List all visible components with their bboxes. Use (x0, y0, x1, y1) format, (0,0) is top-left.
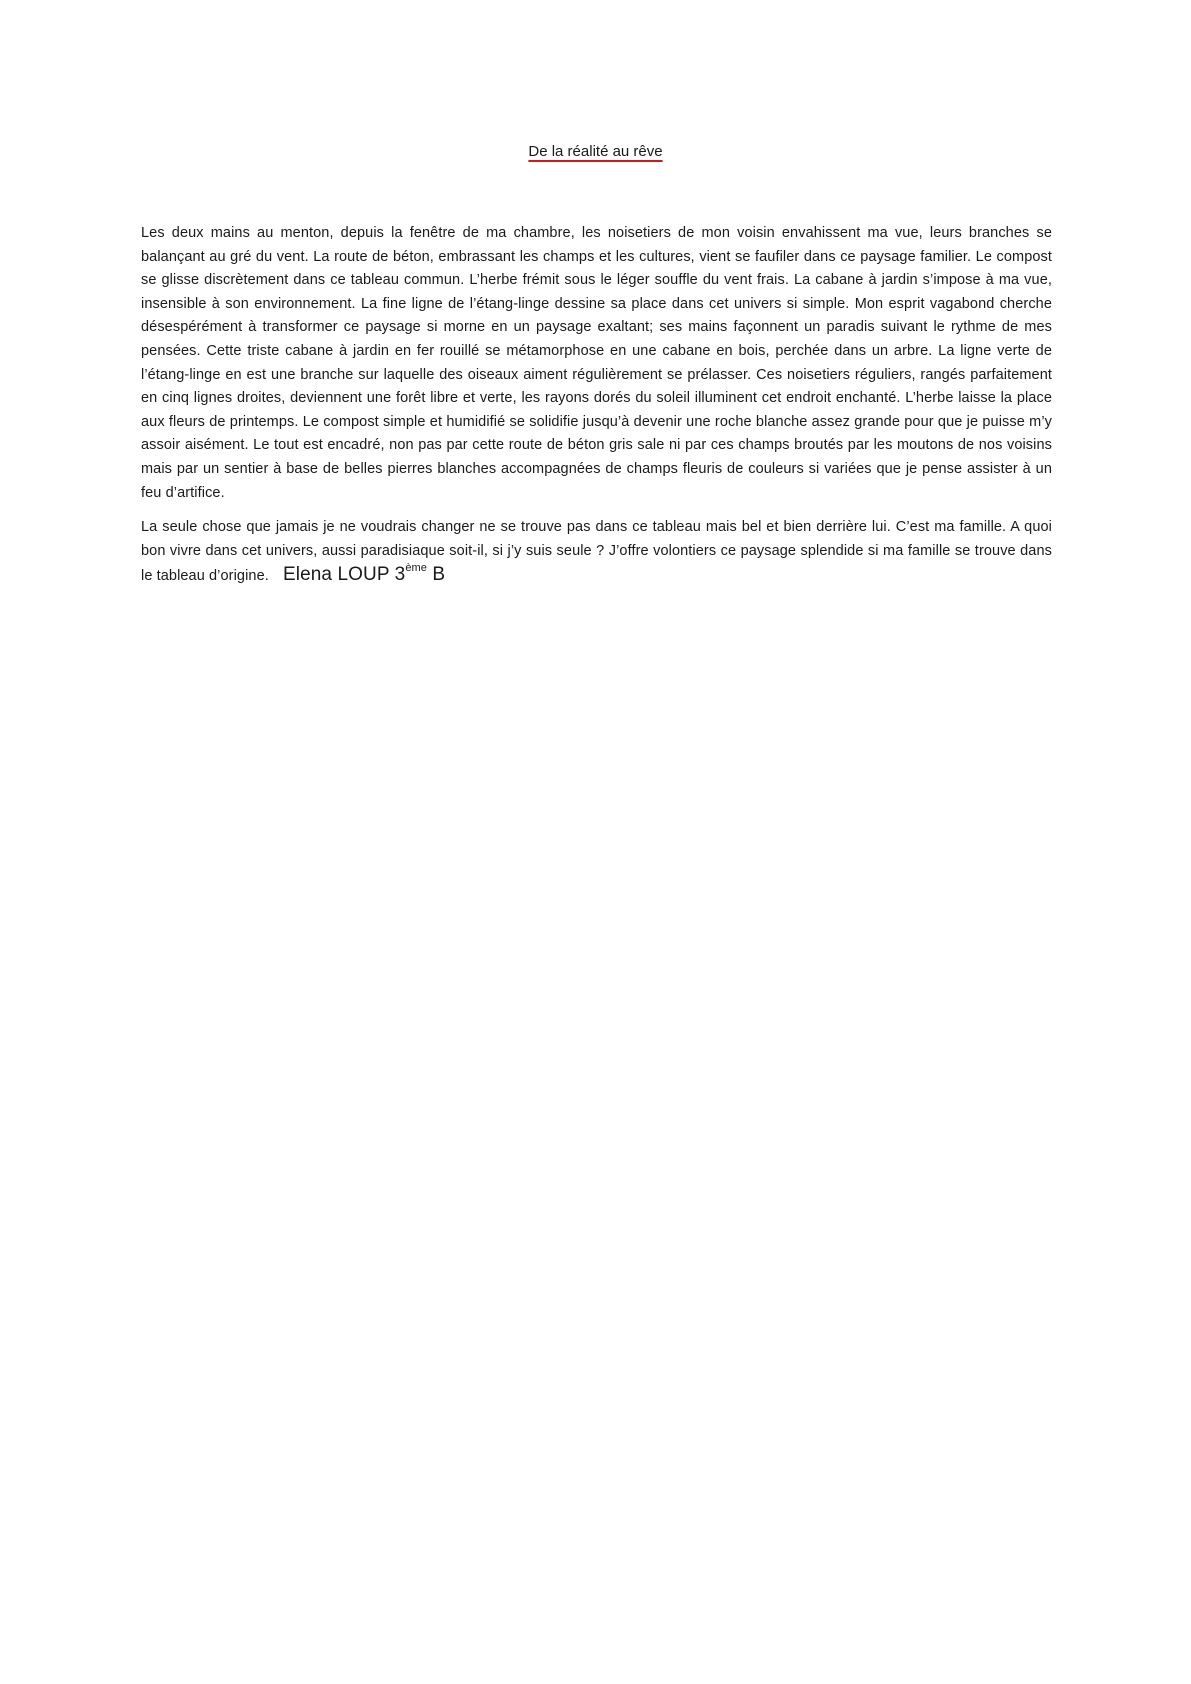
paragraph-2 (141, 516, 1052, 589)
signature-class: B (427, 564, 446, 586)
signature-superscript: ème (405, 562, 428, 575)
paragraph-1: Les deux mains au menton, depuis la fenêtre de ma chambre, les noisetiers de mon voisin envahissent ma vue, leurs branches se balançant au gré du vent. La route de béton, embrassant les champs et les cultures, vient se faufiler dans ce paysage familier. Le compost se glisse discrètement dans ce tableau commun. L’herbe frémit sous le léger souffle du vent frais. La cabane à jardin s’impose à ma vue, insensible à son environnement. La fine ligne de l’étang-linge dessine sa place dans cet univers si simple. Mon esprit vagabond cherche désespérément à transformer ce paysage si morne en un paysage exaltant; ses mains façonnent un paradis suivant le rythme de mes pensées. Cette triste cabane à jardin en fer rouillé se métamorphose en une cabane en bois, perchée dans un arbre. La ligne verte de l’étang-linge en est une branche sur laquelle des oiseaux aiment régulièrement se prélasser. Ces noisetiers réguliers, rangés parfaitement en cinq lignes droites, deviennent une forêt libre et verte, les rayons dorés du soleil illuminent cet endroit enchanté. L’herbe laisse la place aux fleurs de printemps. Le compost simple et humidifié se solidifie jusqu’à devenir une roche blanche assez grande pour que je puisse m’y assoir aisément. Le tout est encadré, non pas par cette route de béton gris sale ni par ces champs broutés par les moutons de nos voisins mais par un sentier à base de belles pierres blanches accompagnées de champs fleuris de couleurs si variées que je pense assister à un feu d’artifice. (141, 225, 1052, 501)
document-body (141, 222, 1052, 600)
author-signature (283, 564, 445, 585)
paragraph-2-text: La seule chose que jamais je ne voudrais changer ne se trouve pas dans ce tableau mais bel et bien derrière lui. C’est ma famille. A quoi bon vivre dans cet univers, aussi paradisiaque soit-il, si j’y suis seule ? J’offre volontiers ce paysage splendide si ma famille se trouve dans le tableau d’origine. (141, 519, 1052, 585)
document-title (0, 142, 1191, 162)
title-text: De la réalité au rêve (528, 143, 663, 160)
signature-name: Elena LOUP 3 (283, 564, 406, 586)
